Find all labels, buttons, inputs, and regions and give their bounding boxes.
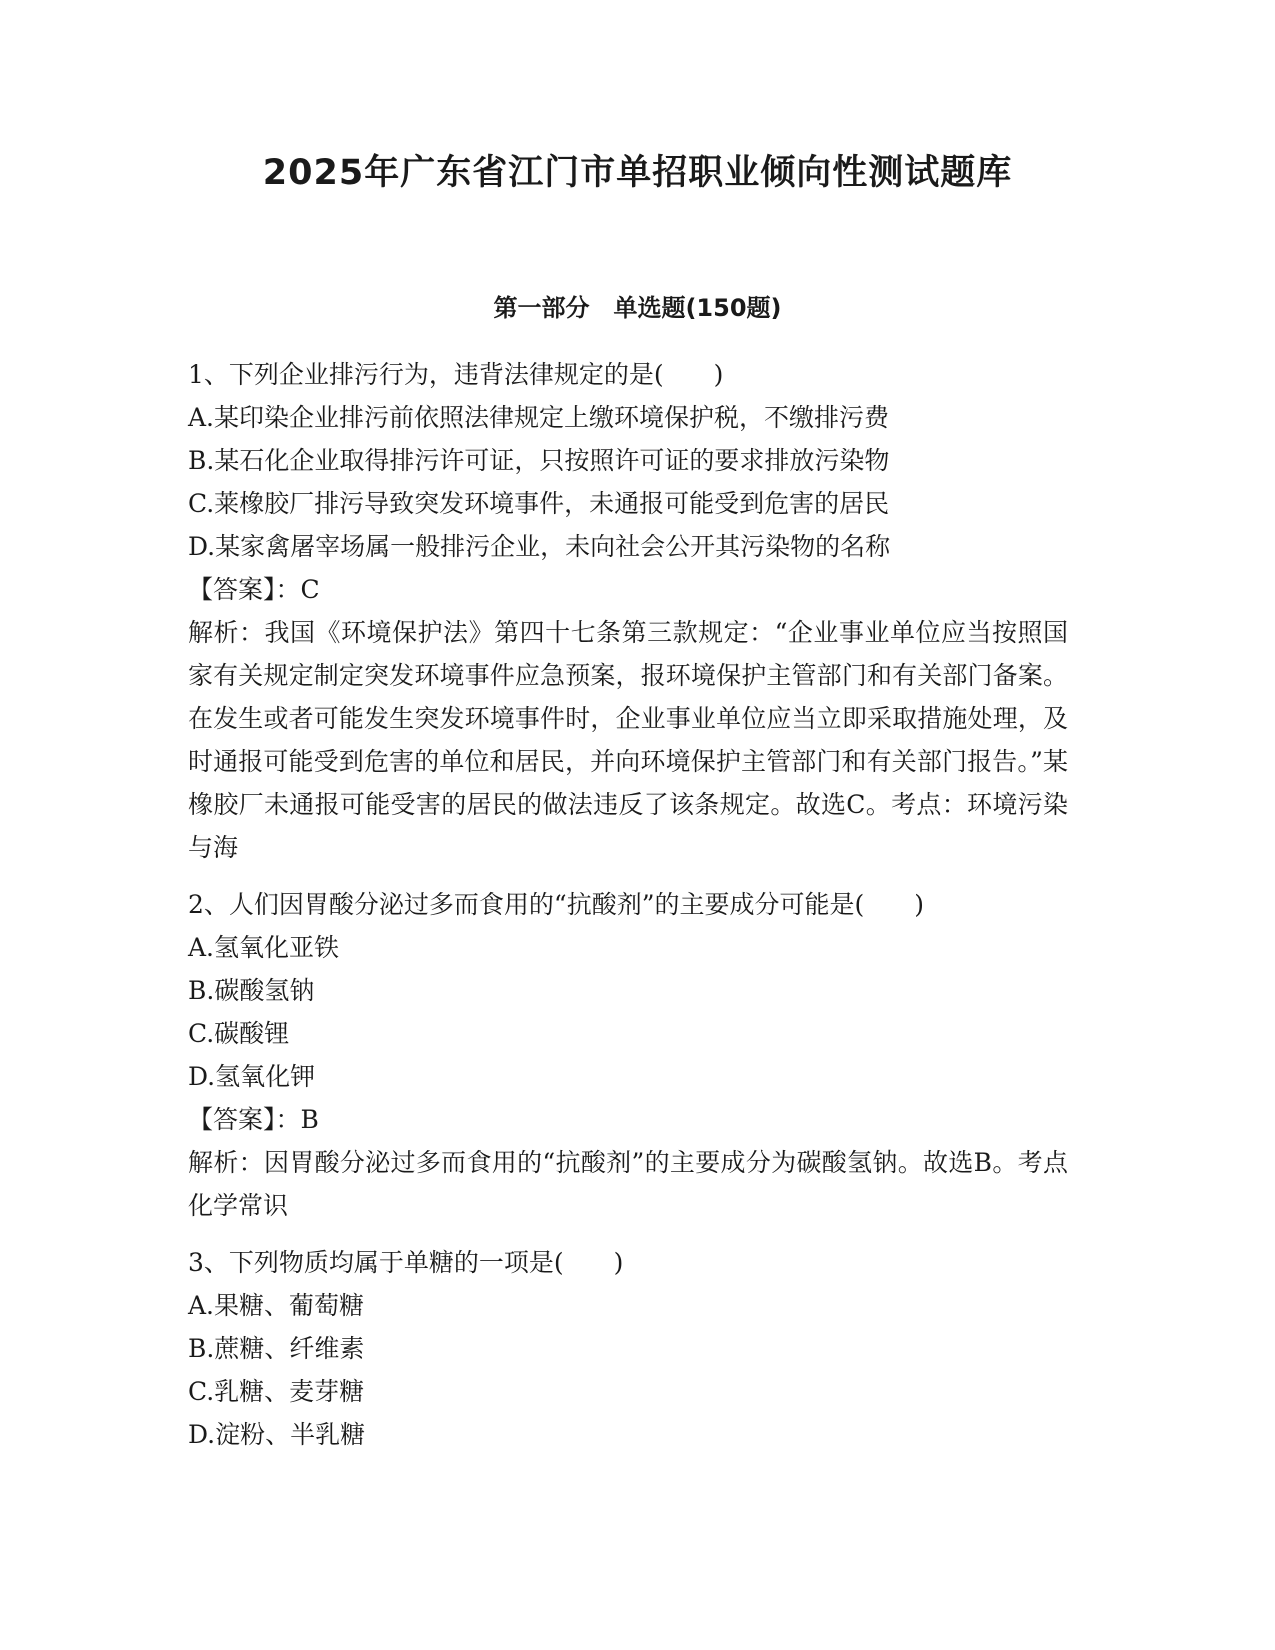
- option-c: C.莱橡胶厂排污导致突发环境事件，未通报可能受到危害的居民: [188, 489, 890, 518]
- option-c: C.乳糖、麦芽糖: [188, 1377, 365, 1406]
- explanation: 解析：我国《环境保护法》第四十七条第三款规定：“企业事业单位应当按照国家有关规定制定突发环境事件应急预案，报环境保护主管部门和有关部门备案。在发生或者可能发生突发环境事件时，企业事业单位应当立即采取措施处理，及时通报可能受到危害的单位和居民，并向环境保护主管部门和有关部门报告。”某橡胶厂未通报可能受害的居民的做法违反了该条规定。故选C。考点：环境污染与海: [188, 618, 1068, 862]
- option-a: A.某印染企业排污前依照法律规定上缴环境保护税，不缴排污费: [188, 403, 890, 432]
- question-list: [188, 353, 1088, 1470]
- option-d: D.淀粉、半乳糖: [188, 1420, 366, 1449]
- option-d: D.氢氧化钾: [188, 1062, 316, 1091]
- question-stem: 1、下列企业排污行为，违背法律规定的是( ): [188, 360, 724, 389]
- option-d: D.某家禽屠宰场属一般排污企业，未向社会公开其污染物的名称: [188, 532, 891, 561]
- answer: 【答案】：B: [188, 1105, 319, 1134]
- question-2: [188, 883, 1088, 1227]
- question-1: [188, 353, 1088, 869]
- question-stem: 3、下列物质均属于单糖的一项是( ): [188, 1248, 624, 1277]
- option-b: B.蔗糖、纤维素: [188, 1334, 365, 1363]
- document-title: 2025年广东省江门市单招职业倾向性测试题库: [262, 153, 1013, 193]
- option-b: B.某石化企业取得排污许可证，只按照许可证的要求排放污染物: [188, 446, 890, 475]
- option-b: B.碳酸氢钠: [188, 976, 315, 1005]
- option-a: A.果糖、葡萄糖: [188, 1291, 365, 1320]
- section-title: 第一部分 单选题(150题): [493, 294, 782, 322]
- question-3: [188, 1241, 1088, 1456]
- option-a: A.氢氧化亚铁: [188, 933, 340, 962]
- option-c: C.碳酸锂: [188, 1019, 290, 1048]
- answer: 【答案】：C: [188, 575, 320, 604]
- explanation: 解析：因胃酸分泌过多而食用的“抗酸剂”的主要成分为碳酸氢钠。故选B。考点化学常识: [188, 1148, 1068, 1220]
- question-stem: 2、人们因胃酸分泌过多而食用的“抗酸剂”的主要成分可能是( ): [188, 890, 924, 919]
